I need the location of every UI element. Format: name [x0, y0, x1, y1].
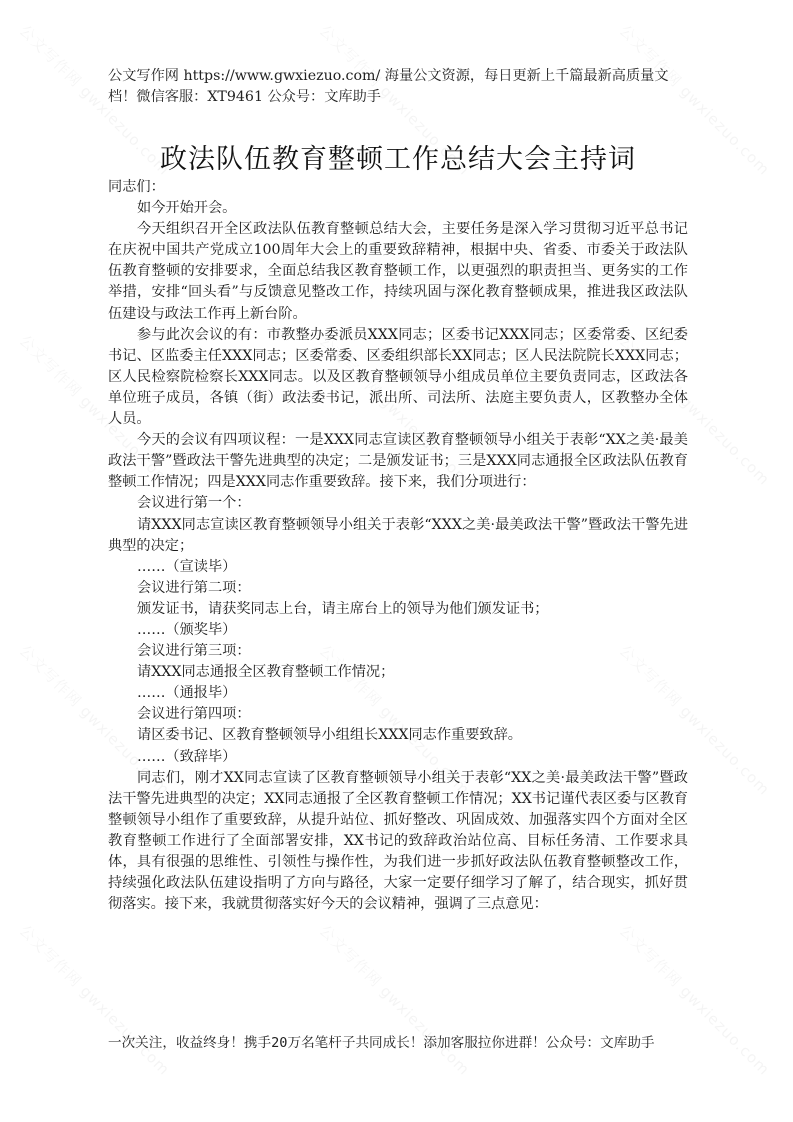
watermark — [315, 920, 475, 1080]
paragraph: ……（宣读毕） — [137, 558, 237, 575]
watermark — [15, 920, 175, 1080]
header-promo-text: 公文写作网 https://www.gwxiezuo.com/ 海量公文资源，每日更新上千篇最新高质量文档！微信客服：XT9461 公众号：文库助手 — [108, 68, 669, 105]
watermark — [615, 920, 775, 1080]
paragraph: 会议进行第二项： — [137, 579, 251, 596]
paragraph: 请XXX同志通报全区教育整顿工作情况； — [137, 664, 395, 681]
paragraph: 同志们，刚才XX同志宣读了区教育整顿领导小组关于表彰“XX之美·最美政法干警”暨政法干警先进典型的决定；XX同志通报了全区教育整顿工作情况；XX书记谨代表区委与区教育整顿领导小组作了重要致辞，从提升站位、抓好整改、巩固成效、加强落实四个方面对全区教育整顿工作进行了全面部署安排，XX书记的致辞政治站位高、目标任务清、工作要求具体，具有很强的思维性、引领性与操作性，为我们进一步抓好政法队伍教育整顿整改工作，持续强化政法队伍建设指明了方向与路径，大家一定要仔细学习了解了，结合现实，抓好贯彻落实。接下来，我就贯彻落实好今天的会议精神，强调了三点意见： — [108, 769, 688, 913]
paragraph: 参与此次会议的有：市教整办委派员XXX同志；区委书记XXX同志；区委常委、区纪委书记、区监委主任XXX同志；区委常委、区委组织部长XX同志；区人民法院院长XXX同志；区人民检察院检察长XXX同志。以及区教育整顿领导小组成员单位主要负责同志，区政法各单位班子成员，各镇（街）政法委书记，派出所、司法所、法庭主要负责人，区教整办全体人员。 — [108, 326, 688, 428]
paragraph: 请区委书记、区教育整顿领导小组组长XXX同志作重要致辞。 — [137, 727, 522, 744]
paragraph: ……（通报毕） — [137, 685, 237, 702]
paragraph: 今天的会议有四项议程：一是XXX同志宣读区教育整顿领导小组关于表彰“XX之美·最美政法干警”暨政法干警先进典型的决定；二是颁发证书；三是XXX同志通报全区政法队伍教育整顿工作情况；四是XXX同志作重要致辞。接下来，我们分项进行： — [108, 432, 688, 491]
paragraph: 会议进行第一个： — [137, 495, 251, 512]
paragraph: 今天组织召开全区政法队伍教育整顿总结大会，主要任务是深入学习贯彻习近平总书记在庆祝中国共产党成立100周年大会上的重要致辞精神，根据中央、省委、市委关于政法队伍教育整顿的安排要求，全面总结我区教育整顿工作，以更强烈的职责担当、更务实的工作举措，安排“回头看”与反馈意见整改工作，持续巩固与深化教育整顿成果，推进我区政法队伍建设与政法工作再上新台阶。 — [108, 221, 688, 322]
paragraph: 请XXX同志宣读区教育整顿领导小组关于表彰“XXX之美·最美政法干警”暨政法干警先进典型的决定； — [108, 516, 688, 554]
paragraph: ……（致辞毕） — [137, 748, 237, 765]
salutation: 同志们： — [108, 179, 165, 195]
document-body — [108, 177, 688, 915]
paragraph: 颁发证书，请获奖同志上台，请主席台上的领导为他们颁发证书； — [137, 600, 549, 617]
footer-promo-text: 一次关注，收益终身！携手20万名笔杆子共同成长！添加客服拉你进群！公众号：文库助手 — [108, 1035, 655, 1051]
document-title: 政法队伍教育整顿工作总结大会主持词 — [160, 144, 636, 175]
paragraph: ……（颁奖毕） — [137, 621, 237, 638]
paragraph: 会议进行第三项： — [137, 643, 251, 660]
paragraph: 如今开始开会。 — [137, 200, 237, 217]
paragraph: 会议进行第四项： — [137, 706, 251, 723]
